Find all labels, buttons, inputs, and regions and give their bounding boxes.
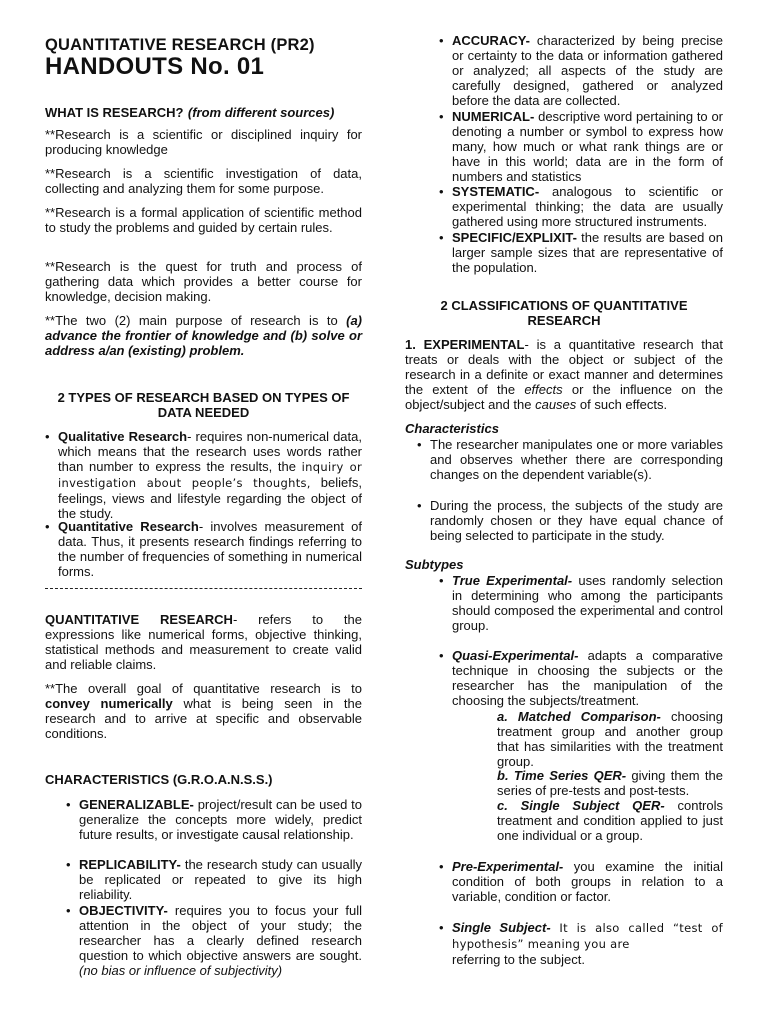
definition-3: **Research is a formal application of scientific method to study the problems and guided by certain rules.	[45, 205, 362, 235]
subtypes-heading: Subtypes	[405, 557, 464, 572]
numerical-bullet: • NUMERICAL- descriptive word pertaining to or denoting a number or symbol to express how many, how much or what rank things are or have in this world; data are in the form of numbers and statistics	[439, 109, 723, 184]
bullet-icon: •	[439, 230, 444, 245]
bullet-icon: •	[417, 437, 422, 452]
bullet-icon: •	[45, 519, 50, 534]
handout-title: HANDOUTS No. 01	[45, 53, 265, 80]
bullet-icon: •	[45, 429, 50, 444]
time-series-qer: b. Time Series QER- giving them the series of pre-tests and post-tests.	[497, 768, 723, 798]
dashed-divider	[45, 588, 362, 589]
pre-experimental-bullet: • Pre-Experimental- you examine the initial condition of both groups in relation to a variable, condition or factor.	[439, 859, 723, 904]
true-experimental-bullet: • True Experimental- uses randomly selection in determining who among the participants should composed the experimental and control group.	[439, 573, 723, 633]
classifications-heading: 2 CLASSIFICATIONS OF QUANTITATIVE RESEARCH	[440, 298, 688, 328]
definition-2: **Research is a scientific investigation of data, collecting and analyzing them for some purpose.	[45, 166, 362, 196]
characteristic-2: • During the process, the subjects of the study are randomly chosen or they have equal chance of being selected to participate in the study.	[417, 498, 723, 543]
bullet-icon: •	[66, 903, 71, 918]
bullet-icon: •	[439, 33, 444, 48]
bullet-icon: •	[66, 797, 71, 812]
characteristic-1: • The researcher manipulates one or more variables and observes whether there are corresponding changes on the dependent variable(s).	[417, 437, 723, 482]
quantitative-definition: QUANTITATIVE RESEARCH- refers to the expressions like numerical forms, objective thinking, statistical methods and measurement to create valid and reliable claims.	[45, 612, 362, 672]
quasi-experimental-bullet: • Quasi-Experimental- adapts a comparative technique in choosing the subjects or the researcher has the manipulation of the choosing the subjects/treatment.	[439, 648, 723, 708]
qualitative-bullet: • Qualitative Research- requires non-numerical data, which means that the research uses words rather than number to express the results, the inquiry or investigation about people’s thoughts, beliefs, feelings, views and lifestyle regarding the object of the study.	[45, 429, 362, 521]
bullet-icon: •	[439, 573, 444, 588]
overall-goal: **The overall goal of quantitative research is to convey numerically what is being seen in the research and to arrive at specific and observable conditions.	[45, 681, 362, 741]
generalizable-bullet: • GENERALIZABLE- project/result can be used to generalize the concepts more widely, predict future results, or investigate causal relationship.	[66, 797, 362, 842]
definition-1: **Research is a scientific or disciplined inquiry for producing knowledge	[45, 127, 362, 157]
experimental-definition: 1. EXPERIMENTAL- is a quantitative research that treats or deals with the object or subject of the research in a definite or exact manner and determines the extent of the effects or the influence on the object/subject and the causes of such effects.	[405, 337, 723, 412]
characteristics-subheading: Characteristics	[405, 421, 499, 436]
what-is-research-heading: WHAT IS RESEARCH? (from different sources)	[45, 105, 335, 120]
bullet-icon: •	[439, 184, 444, 199]
accuracy-bullet: • ACCURACY- characterized by being precise or certainty to the data or information gathered or analyzed; all aspects of the study are carefully designed, gathered or analyzed before the data are collected.	[439, 33, 723, 108]
course-title: QUANTITATIVE RESEARCH (PR2)	[45, 36, 315, 54]
matched-comparison: a. Matched Comparison- choosing treatment group and another group that has similarities with the treatment group.	[497, 709, 723, 769]
bullet-icon: •	[66, 857, 71, 872]
quantitative-bullet: • Quantitative Research- involves measurement of data. Thus, it presents research findings referring to the number of frequencies of something in numerical forms.	[45, 519, 362, 579]
systematic-bullet: • SYSTEMATIC- analogous to scientific or experimental thinking; the data are usually gathered using more structured instruments.	[439, 184, 723, 229]
bullet-icon: •	[439, 109, 444, 124]
objectivity-bullet: • OBJECTIVITY- requires you to focus your full attention in the object of your study; the researcher has a clearly defined research question to which objective answers are sought. (no bias or influence of subjectivity)	[66, 903, 362, 978]
definition-4: **Research is the quest for truth and process of gathering data which provides a better course for knowledge, decision making.	[45, 259, 362, 304]
bullet-icon: •	[439, 859, 444, 874]
single-subject-qer: c. Single Subject QER- controls treatment and condition applied to just one individual or a group.	[497, 798, 723, 843]
characteristics-heading: CHARACTERISTICS (G.R.O.A.N.S.S.)	[45, 772, 273, 787]
bullet-icon: •	[417, 498, 422, 513]
bullet-icon: •	[439, 648, 444, 663]
bullet-icon: •	[439, 920, 444, 935]
main-purpose: **The two (2) main purpose of research is to (a) advance the frontier of knowledge and (b) solve or address a/an (existing) problem.	[45, 313, 362, 358]
replicability-bullet: • REPLICABILITY- the research study can usually be replicated or repeated to give its high reliability.	[66, 857, 362, 902]
types-heading: 2 TYPES OF RESEARCH BASED ON TYPES OF DATA NEEDED	[57, 390, 350, 420]
single-subject-bullet: • Single Subject- It is also called “test of hypothesis” meaning you are referring to the subject.	[439, 920, 723, 967]
specific-bullet: • SPECIFIC/EXPLIXIT- the results are based on larger sample sizes that are representative of the population.	[439, 230, 723, 275]
